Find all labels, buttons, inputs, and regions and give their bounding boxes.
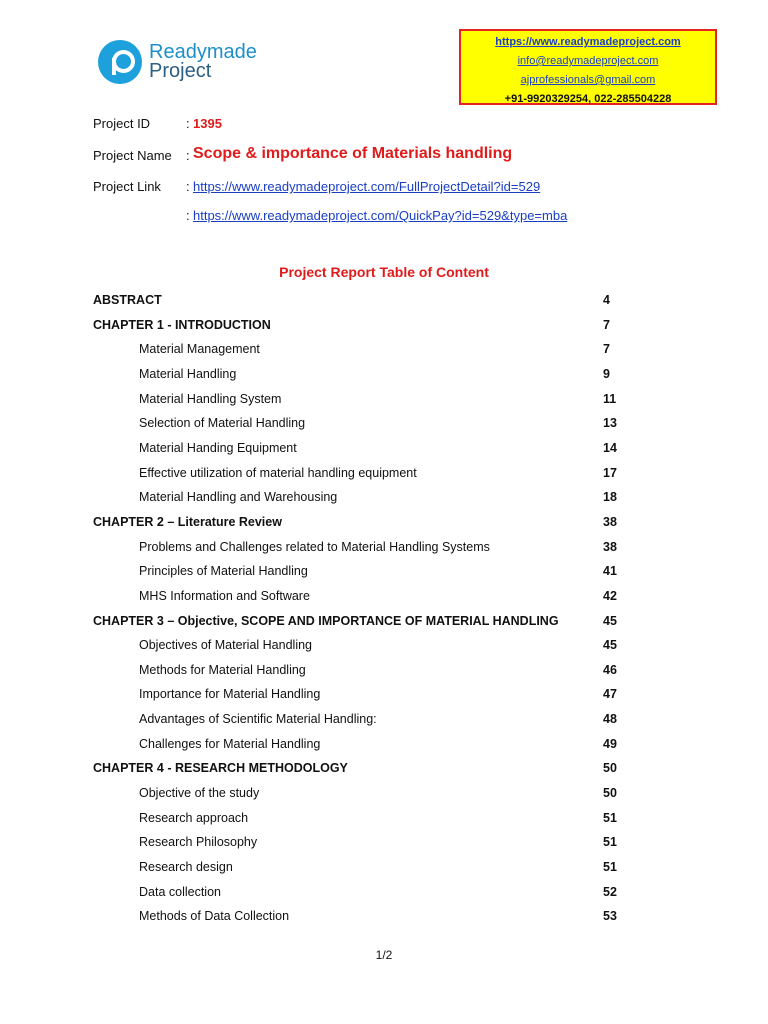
toc-entry-page: 4 <box>603 293 610 307</box>
toc-chapter-row <box>0 293 768 313</box>
project-id-value: 1395 <box>193 116 222 131</box>
toc-section-row <box>0 367 768 387</box>
project-quickpay-link[interactable]: https://www.readymadeproject.com/QuickPay?id=529&type=mba <box>193 208 568 223</box>
toc-entry-page: 7 <box>603 342 610 357</box>
toc-section-row <box>0 663 768 683</box>
toc-entry-label: Research design <box>139 859 233 874</box>
contact-email-2-link[interactable]: ajprofessionals@gmail.com <box>520 74 656 86</box>
toc-section-row <box>0 466 768 486</box>
toc-section-row <box>0 860 768 880</box>
logo-line-2: Project <box>149 60 212 82</box>
project-name-value: Scope & importance of Materials handling <box>193 145 513 162</box>
logo-p-icon <box>98 40 142 84</box>
toc-entry-label: Research approach <box>139 810 249 825</box>
toc-section-row <box>0 835 768 855</box>
toc-entry-label: Effective utilization of material handling equipment <box>139 465 417 480</box>
toc-section-row <box>0 564 768 584</box>
toc-entry-label: Challenges for Material Handling <box>139 736 321 751</box>
toc-section-row <box>0 885 768 905</box>
toc-entry-page: 41 <box>603 564 617 579</box>
toc-section-row <box>0 540 768 560</box>
logo-line-1: Readymade <box>149 41 257 63</box>
project-link-colon: : <box>186 179 190 194</box>
toc-entry-label: CHAPTER 1 - INTRODUCTION <box>93 317 271 332</box>
project-link-label: Project Link <box>93 179 161 194</box>
toc-entry-page: 18 <box>603 490 617 505</box>
toc-entry-label: Material Management <box>139 342 260 357</box>
toc-section-row <box>0 786 768 806</box>
toc-entry-label: Material Handling <box>139 366 237 381</box>
project-id-colon: : <box>186 116 190 131</box>
toc-entry-page: 42 <box>603 588 617 603</box>
project-full-detail-link[interactable]: https://www.readymadeproject.com/FullProjectDetail?id=529 <box>193 179 541 194</box>
toc-entry-page: 47 <box>603 687 617 702</box>
toc-entry-page: 51 <box>603 859 617 874</box>
toc-entry-label: Methods of Data Collection <box>139 909 290 924</box>
toc-entry-page: 49 <box>603 736 617 751</box>
toc-entry-label: Objectives of Material Handling <box>139 638 312 653</box>
logo-wordmark <box>149 43 257 81</box>
project-name-colon: : <box>186 148 190 163</box>
toc-entry-page: 38 <box>603 514 617 529</box>
toc-entry-label: Importance for Material Handling <box>139 687 321 702</box>
toc-entry-label: CHAPTER 2 – Literature Review <box>93 514 282 529</box>
toc-entry-label: Problems and Challenges related to Material Handling Systems <box>139 539 490 554</box>
toc-chapter-row <box>0 318 768 338</box>
contact-box <box>459 29 717 105</box>
project-name-label: Project Name <box>93 148 172 163</box>
toc-section-row <box>0 737 768 757</box>
toc-entry-page: 13 <box>603 416 617 431</box>
toc-entry-label: Material Handling System <box>139 391 282 406</box>
toc-entry-page: 50 <box>603 761 617 776</box>
toc-section-row <box>0 909 768 929</box>
toc-entry-label: Methods for Material Handling <box>139 662 306 677</box>
toc-entry-label: Selection of Material Handling <box>139 416 306 431</box>
contact-website-link[interactable]: https://www.readymadeproject.com <box>495 36 681 48</box>
toc-section-row <box>0 687 768 707</box>
toc-entry-page: 51 <box>603 835 617 850</box>
toc-entry-label: Material Handing Equipment <box>139 440 297 455</box>
toc-section-row <box>0 441 768 461</box>
toc-section-row <box>0 392 768 412</box>
toc-entry-label: Advantages of Scientific Material Handling: <box>139 712 377 726</box>
toc-chapter-row <box>0 515 768 535</box>
toc-entry-label: Objective of the study <box>139 786 260 800</box>
toc-entry-label: Material Handling and Warehousing <box>139 490 338 505</box>
toc-section-row <box>0 811 768 831</box>
toc-entry-label: ABSTRACT <box>93 293 162 307</box>
toc-entry-label: CHAPTER 4 - RESEARCH METHODOLOGY <box>93 761 348 776</box>
toc-entry-page: 17 <box>603 465 617 480</box>
page-indicator: 1/2 <box>375 948 393 962</box>
toc-section-row <box>0 342 768 362</box>
toc-entry-label: Research Philosophy <box>139 835 258 850</box>
toc-entry-page: 50 <box>603 786 617 800</box>
toc-entry-page: 45 <box>603 613 617 628</box>
toc-section-row <box>0 589 768 609</box>
toc-section-row <box>0 490 768 510</box>
toc-entry-page: 51 <box>603 810 617 825</box>
toc-entry-label: MHS Information and Software <box>139 588 310 603</box>
toc-entry-page: 11 <box>603 391 617 406</box>
toc-entry-label: CHAPTER 3 – Objective, SCOPE AND IMPORTANCE OF MATERIAL HANDLING <box>93 613 559 628</box>
toc-title: Project Report Table of Content <box>279 264 489 280</box>
toc-entry-page: 52 <box>603 884 617 899</box>
toc-entry-page: 46 <box>603 662 617 677</box>
readymade-project-logo <box>95 38 277 90</box>
project-link2-colon: : <box>186 208 190 223</box>
toc-entry-label: Data collection <box>139 884 221 899</box>
toc-section-row <box>0 712 768 732</box>
toc-entry-page: 7 <box>603 317 610 332</box>
toc-chapter-row <box>0 761 768 781</box>
toc-entry-page: 45 <box>603 638 617 653</box>
toc-entry-page: 14 <box>603 440 617 455</box>
toc-entry-page: 9 <box>603 366 610 381</box>
toc-section-row <box>0 416 768 436</box>
contact-email-1-link[interactable]: info@readymadeproject.com <box>517 55 659 67</box>
contact-phone: +91-9920329254, 022-285504228 <box>504 93 672 105</box>
toc-entry-page: 48 <box>603 712 617 726</box>
toc-entry-page: 38 <box>603 539 617 554</box>
toc-section-row <box>0 638 768 658</box>
toc-entry-label: Principles of Material Handling <box>139 564 308 579</box>
project-id-label: Project ID <box>93 116 151 131</box>
toc-entry-page: 53 <box>603 909 617 924</box>
toc-chapter-row <box>0 614 768 634</box>
